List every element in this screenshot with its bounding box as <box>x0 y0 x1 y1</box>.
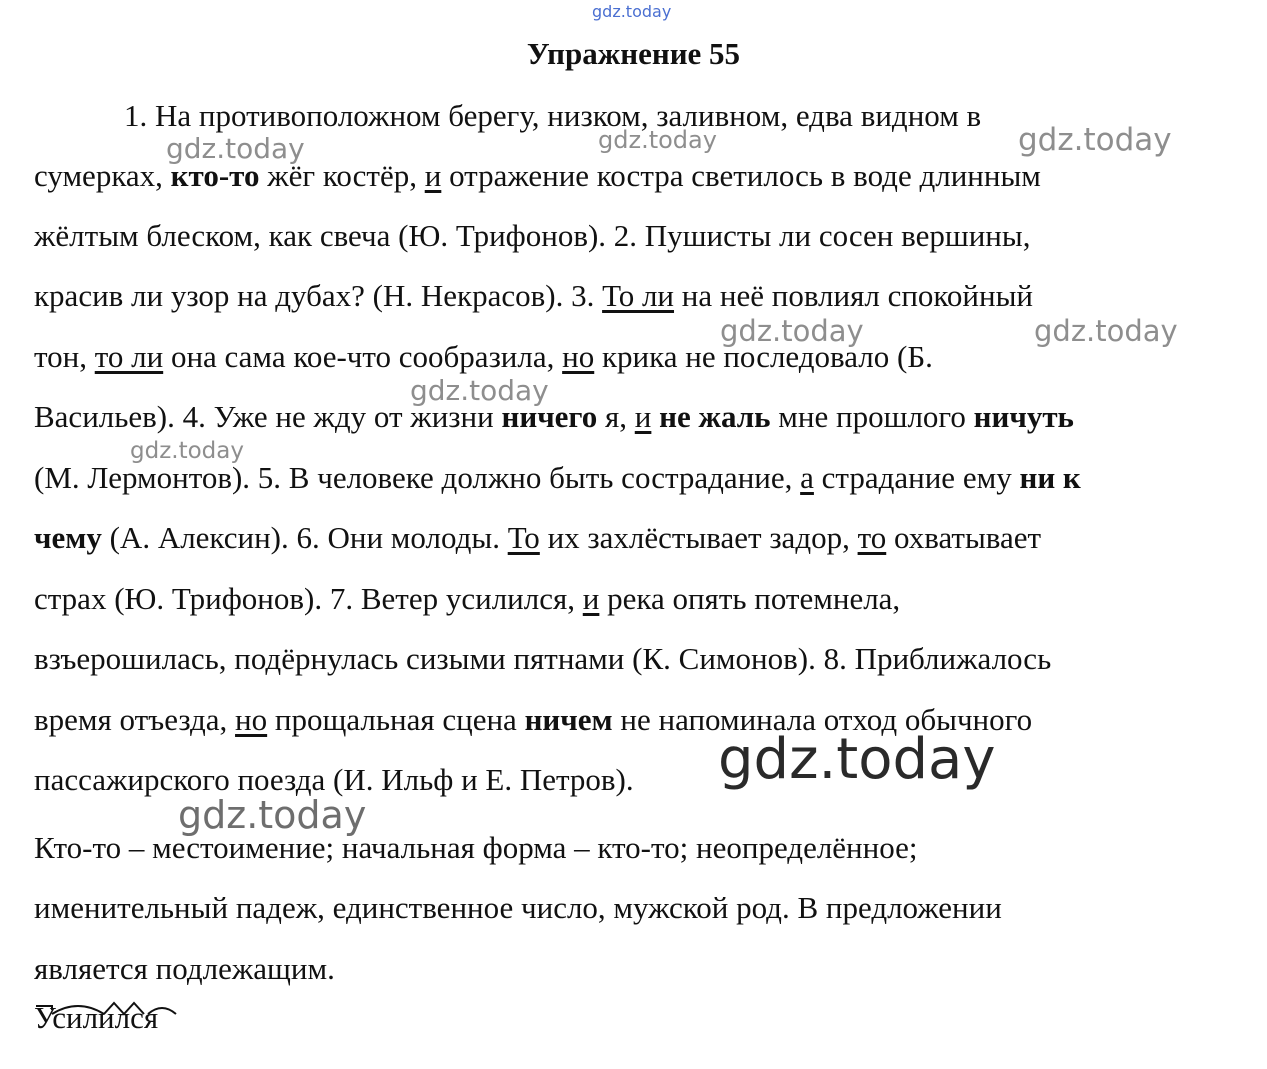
morpheme-analysis <box>34 1000 158 1036</box>
text-fragment: прощальная сцена <box>267 702 525 737</box>
watermark: gdz.today <box>130 438 244 464</box>
text-fragment: их захлёстывает задор, <box>539 520 858 555</box>
text-fragment: жёг костёр, <box>259 158 425 193</box>
morpheme-word: Усилился <box>34 1000 159 1035</box>
text-fragment: отражение костра светилось в воде длинным <box>441 158 1041 193</box>
text-fragment: страдание ему <box>813 460 1020 495</box>
bold-word: не жаль <box>659 399 771 434</box>
underlined-conjunction: и <box>424 158 442 193</box>
bold-word: кто-то <box>170 158 260 193</box>
parsing-text: является подлежащим. <box>34 951 335 986</box>
root-arc <box>52 1006 104 1014</box>
bold-word: ничуть <box>973 399 1074 434</box>
suffix-mark <box>104 1003 124 1014</box>
watermark: gdz.today <box>720 314 864 348</box>
text-fragment: сумерках, <box>34 158 171 193</box>
text-fragment: на неё повлиял спокойный <box>674 278 1034 313</box>
text-fragment: страх (Ю. Трифонов). 7. Ветер усилился, <box>34 581 583 616</box>
text-fragment: (А. Алексин). 6. Они молоды. <box>101 520 508 555</box>
text-fragment <box>651 399 659 434</box>
text-fragment: мне прошлого <box>770 399 974 434</box>
watermark: gdz.today <box>1018 122 1172 158</box>
page-title: Упражнение 55 <box>526 36 741 71</box>
watermark: gdz.today <box>592 2 672 21</box>
underlined-conjunction: То <box>507 520 540 555</box>
text-fragment: время отъезда, <box>34 702 236 737</box>
text-line <box>34 460 1081 496</box>
underlined-conjunction: и <box>582 581 600 616</box>
watermark: gdz.today <box>598 126 717 154</box>
underlined-conjunction: но <box>562 339 595 374</box>
underlined-conjunction: То ли <box>602 278 675 313</box>
bold-word: ничем <box>524 702 613 737</box>
suffix-mark <box>124 1003 144 1014</box>
postfix-arc <box>148 1008 176 1014</box>
watermark: gdz.today <box>718 727 996 792</box>
text-line <box>34 581 900 617</box>
text-line <box>34 520 1041 556</box>
bold-word: ни к <box>1019 460 1081 495</box>
text-fragment: она сама кое-что сообразила, <box>163 339 563 374</box>
underlined-conjunction: то <box>857 520 887 555</box>
text-fragment: река опять потемнела, <box>599 581 901 616</box>
watermark: gdz.today <box>410 374 549 407</box>
text-line: взъерошилась, подёрнулась сизыми пятнами (К. Симонов). 8. Приближалось <box>34 641 1052 676</box>
parsing-text: именительный падеж, единственное число, мужской род. В предложении <box>34 890 1002 925</box>
text-fragment: крика не последовало (Б. <box>594 339 933 374</box>
text-fragment: я, <box>597 399 635 434</box>
text-fragment: (М. Лермонтов). 5. В человеке должно быть сострадание, <box>34 460 801 495</box>
watermark: gdz.today <box>178 793 367 837</box>
underlined-conjunction: то ли <box>94 339 164 374</box>
bold-word: ничего <box>501 399 598 434</box>
prefix-mark <box>36 1006 52 1010</box>
watermark: gdz.today <box>166 132 305 165</box>
text-line: пассажирского поезда (И. Ильф и Е. Петров). <box>34 762 634 797</box>
underlined-conjunction: но <box>235 702 268 737</box>
watermark: gdz.today <box>1034 314 1178 348</box>
morpheme-marks <box>34 1000 184 1020</box>
text-line <box>34 399 1074 435</box>
text-line <box>34 278 1033 314</box>
text-line: 1. На противоположном берегу, низком, заливном, едва видном в <box>124 98 982 133</box>
text-fragment: Васильев). 4. Уже не жду от жизни <box>34 399 502 434</box>
bold-word: чему <box>34 520 102 555</box>
underlined-conjunction: и <box>634 399 652 434</box>
underlined-conjunction: а <box>800 460 814 495</box>
text-fragment: красив ли узор на дубах? (Н. Некрасов). 3. <box>34 278 603 313</box>
text-line: жёлтым блеском, как свеча (Ю. Трифонов). 2. Пушисты ли сосен вершины, <box>34 218 1031 253</box>
text-fragment: охватывает <box>886 520 1042 555</box>
text-fragment: тон, <box>34 339 95 374</box>
text-fragment: не напоминала отход обычного <box>612 702 1033 737</box>
parsing-text: Кто-то – местоимение; начальная форма – кто-то; неопределённое; <box>34 830 918 865</box>
